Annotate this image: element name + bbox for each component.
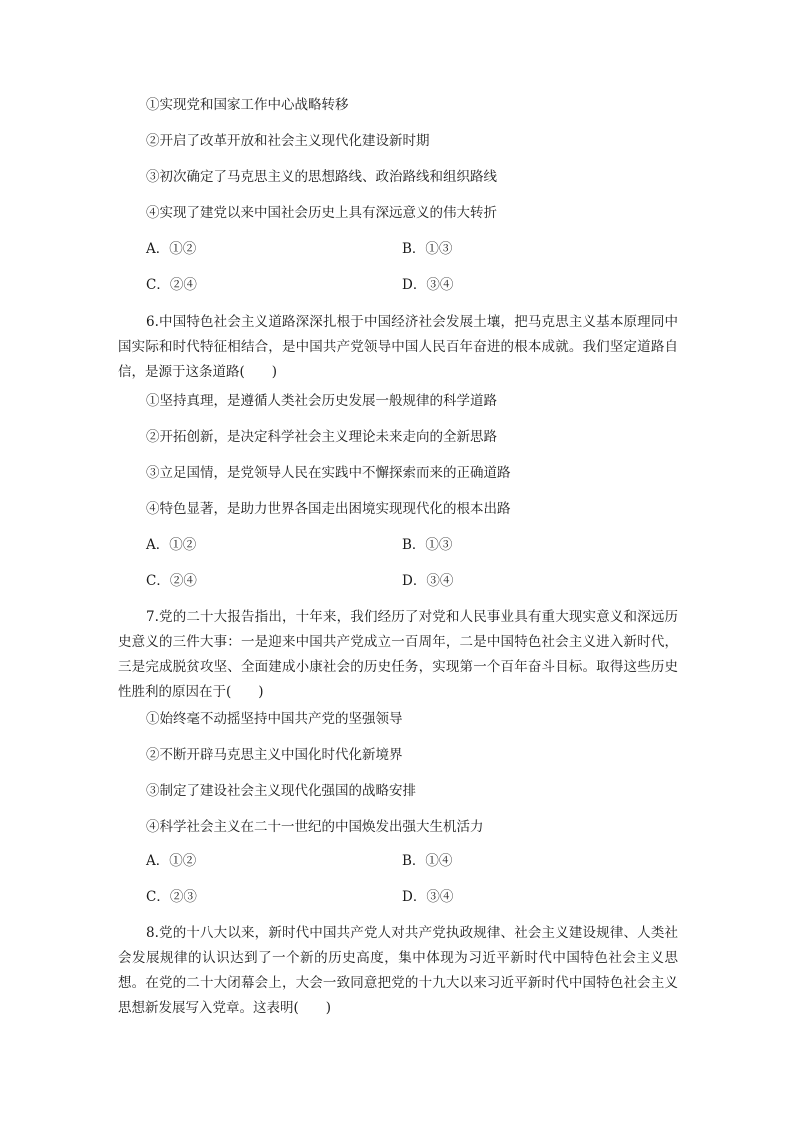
q5-option-1: ①实现党和国家工作中心战略转移 <box>146 97 349 113</box>
q7-choice-a: A．①② <box>146 853 197 869</box>
q7-option-4: ④科学社会主义在二十一世纪的中国焕发出强大生机活力 <box>146 819 484 835</box>
q5-option-3: ③初次确定了马克思主义的思想路线、政治路线和组织路线 <box>146 169 497 185</box>
q6-option-1: ①坚持真理，是遵循人类社会历史发展一般规律的科学道路 <box>146 393 497 409</box>
q8-stem: 8.党的十八大以来，新时代中国共产党人对共产党执政规律、社会主义建设规律、人类社会发展规律的认识达到了一个新的历史高度，集中体现为习近平新时代中国特色社会主义思想。在党的二十大闭幕会上，大会一致同意把党的十九大以来习近平新时代中国特色社会主义思想新发展写入党章。这表明( ) <box>118 925 678 1016</box>
q6-choice-c: C．②④ <box>146 573 197 589</box>
q6-stem: 6.中国特色社会主义道路深深扎根于中国经济社会发展土壤，把马克思主义基本原理同中国实际和时代特征相结合，是中国共产党领导中国人民百年奋进的根本成就。我们坚定道路自信，是源于这条道路( ) <box>118 314 678 380</box>
q6-choice-a: A．①② <box>146 537 197 553</box>
q5-choice-a: A．①② <box>146 241 197 257</box>
q6-choice-d: D．③④ <box>402 573 454 589</box>
q7-option-1: ①始终毫不动摇坚持中国共产党的坚强领导 <box>146 711 403 727</box>
q5-choice-b: B．①③ <box>402 241 453 257</box>
q6-option-4: ④特色显著，是助力世界各国走出困境实现现代化的根本出路 <box>146 501 511 517</box>
q7-stem: 7.党的二十大报告指出，十年来，我们经历了对党和人民事业具有重大现实意义和深远历史意义的三件大事：一是迎来中国共产党成立一百周年，二是中国特色社会主义进入新时代，三是完成脱贫攻坚、全面建成小康社会的历史任务，实现第一个百年奋斗目标。取得这些历史性胜利的原因在于( ) <box>118 609 678 700</box>
q7-option-2: ②不断开辟马克思主义中国化时代化新境界 <box>146 747 403 763</box>
q7-choice-c: C．②③ <box>146 889 197 905</box>
q6-option-3: ③立足国情，是党领导人民在实践中不懈探索而来的正确道路 <box>146 465 511 481</box>
q7-choice-b: B．①④ <box>402 853 453 869</box>
q5-option-2: ②开启了改革开放和社会主义现代化建设新时期 <box>146 133 430 149</box>
q7-option-3: ③制定了建设社会主义现代化强国的战略安排 <box>146 783 416 799</box>
q6-choice-b: B．①③ <box>402 537 453 553</box>
q7-choice-d: D．③④ <box>402 889 454 905</box>
q5-choice-d: D．③④ <box>402 277 454 293</box>
q5-choice-c: C．②④ <box>146 277 197 293</box>
q5-option-4: ④实现了建党以来中国社会历史上具有深远意义的伟大转折 <box>146 205 497 221</box>
q6-option-2: ②开拓创新，是决定科学社会主义理论未来走向的全新思路 <box>146 429 497 445</box>
